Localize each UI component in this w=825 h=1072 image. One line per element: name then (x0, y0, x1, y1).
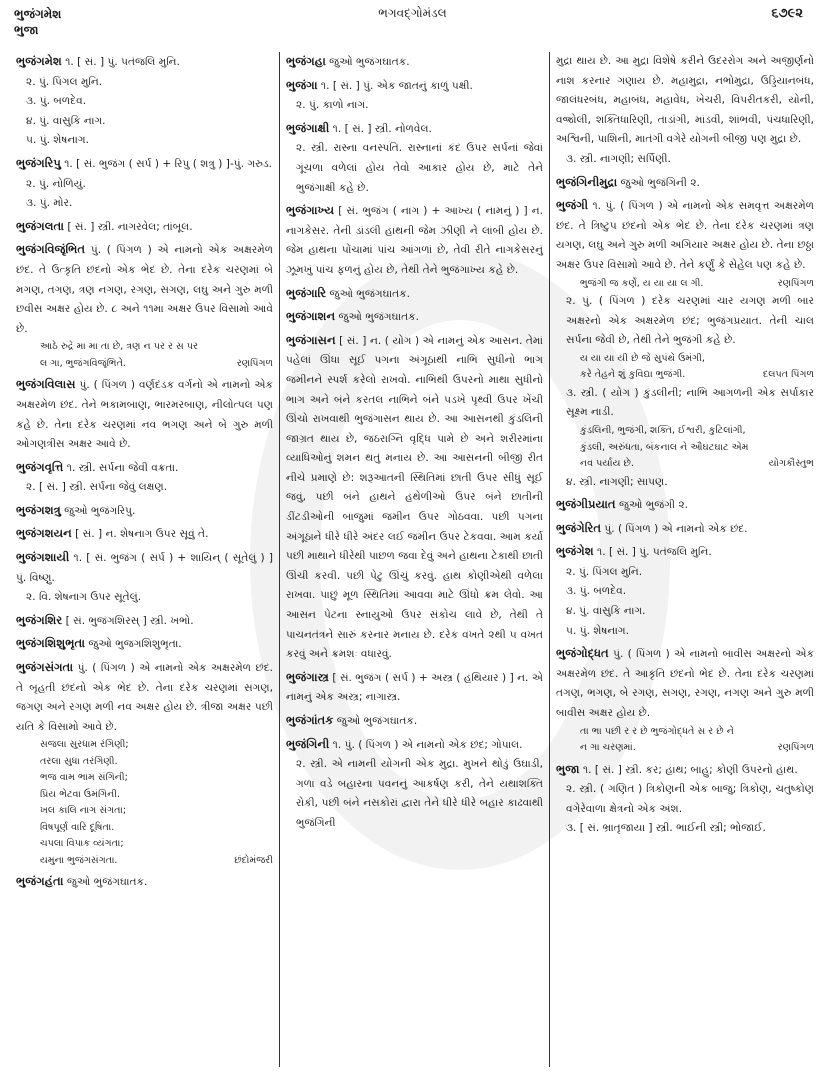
definition: ૧. [ સં. ભુજંગ ( સર્પ ) + શાયિન્ ( સૂતેલું ) ] પું. વિષ્ણુ. (16, 552, 273, 584)
definition: જુઓ ભુજંગઘાતક. (329, 287, 411, 300)
entry-main (16, 634, 273, 655)
entry-main (16, 872, 273, 893)
dictionary-entry (286, 735, 543, 834)
definition: [ સં. ] સ્ત્રી. નાગરવેલ; તાંબૂલ. (67, 220, 193, 233)
column-2 (280, 52, 550, 1067)
sense: ૪. પું. વાસુકિ નાગ. (566, 605, 646, 618)
entry-main (16, 52, 273, 73)
headword: ભુજંગશત્રુ (16, 502, 61, 517)
entry-main (16, 658, 273, 737)
definition: ૧. પું. ( પિંગળ ) એ નામનો એક છંદ; ગોપાલ. (332, 738, 523, 751)
sense: ૩. [ સં. ભ્રાતૃજાયા ] સ્ત્રી. ભાઈની સ્ત્રી; ભોજાઈ. (566, 822, 766, 835)
dictionary-entry (286, 711, 543, 732)
entry-main (16, 458, 273, 479)
citation-source: રણપિંગળ (236, 357, 273, 369)
verse-line (16, 339, 273, 356)
verse-text: ભુજંગી જ કર્ણે, ય યા યા લ ગી. (580, 277, 704, 289)
headword: ભુજંગશિશુભૃતા (16, 636, 86, 651)
definition: પું. ( પિંગળ ) એ નામનો એક અક્ષરમેળ છંદ. તે બૃહતી છંદનો એક ભેદ છે. તેના દરેક ચરણમાં સગણ, જગણ અને રગણ મળી નવ અક્ષર હોય છે. ત્રીજા અક્ષર પછી યતિ કે વિસામો આવે છે. (16, 662, 273, 733)
definition: ૧. [ સં. ] સ્ત્રી. નોળવેલ. (332, 122, 432, 135)
entry-main (556, 196, 814, 275)
verse-text: કરે તેહને શું કુવિદ્યા ભુજંગી. (580, 369, 686, 381)
dictionary-entry (556, 644, 814, 756)
citation-source: યોગકૌસ્તુભ (768, 458, 814, 469)
headword: ભુજંગીપ્રયાત (556, 497, 616, 512)
sense: ૪. પું. વાસુકિ નાગ. (26, 114, 106, 127)
dictionary-entry (16, 524, 273, 545)
verse-text: સજલા સુરધામ રંગિણી; (40, 739, 129, 751)
dictionary-entry (286, 52, 543, 73)
dictionary-entry (556, 542, 814, 641)
verse-line (16, 737, 273, 754)
definition: જુઓ ભુજંગરિપુ. (64, 504, 136, 517)
verse-line (556, 740, 814, 757)
headword: ભુજંગિની (286, 736, 330, 751)
dictionary-entry (286, 76, 543, 116)
entry-main (556, 542, 814, 563)
definition: ૧. [ સં. ] પું. પતંજલિ મુનિ. (597, 546, 712, 559)
verse-text: ભજ વામ ભામ સંગિની; (40, 772, 128, 784)
headword: ભુજંગી (556, 198, 589, 213)
verse-text: તરલા સુધા તરંગિણી. (40, 755, 118, 767)
headword: ભુજંગાશન (286, 309, 336, 324)
sense: ૨. પું. ( પિંગળ ) દરેક ચરણમાં ચાર યગણ મળી બાર અક્ષરનો એક અક્ષરમેળ છંદ; ભુજંગપ્રયાત. તેની ચાલ સર્પના જેવી છે, તેથી તેને ભુજંગી કહે છે. (566, 295, 814, 347)
dictionary-entry (16, 217, 273, 238)
entry-main (286, 668, 543, 708)
citation-source: રણપિંગળ (777, 277, 814, 289)
sense: ૨. પું. કાળો નાગ. (296, 99, 369, 112)
definition: [ સં. ભુજંગ ( નાગ ) + આખ્ય ( નામનું ) ] ન. નાગકેસર. તેની ડાંડલી હાથની જેમ ઝીણી ને લાંબી હોય છે. જેમ હાથના પોંચામાં પાંચ આંગળાં છે, તેવી રીતે નાગકેસરનું ઝૂમખું પાંચ ફળનું હોય છે, તેથી તેને ભુજંગાખ્ય કહે છે. (286, 205, 543, 276)
sense: ૨. વિ. શેષનાગ ઉપર સૂતેલું. (26, 591, 142, 604)
verse-line (16, 820, 273, 837)
sense: ૫. પું. શેષનાગ. (566, 624, 629, 637)
verse-line (556, 724, 814, 741)
headword: ભુજંગાક્ષી (286, 120, 330, 135)
sense: ૨. સ્ત્રી. એ નામની યોગની એક મુદ્રા. મુખને થોડું ઉઘાડી, ગળા વડે બહારના પવનનું આકર્ષણ કરી, તેને યથાશક્તિ રોકી, પછી બંને નસકોરાં દ્વારા તેને ધીરે ધીરે બહાર કાઢવાથી ભુજંગિની (296, 758, 543, 829)
verse-line (556, 276, 814, 293)
entry-main (286, 76, 543, 97)
verse-text: ન ગા ચરણમાં. (580, 742, 636, 754)
headword: ભુજંગેરિત (556, 520, 602, 535)
dictionary-entry (16, 634, 273, 655)
verse-line (16, 770, 273, 787)
headword: ભુજંગશિર (16, 612, 63, 627)
sense: ૨. પું. પિંગલ મુનિ. (566, 565, 643, 578)
headword: ભુજંગશયન (16, 526, 72, 541)
entry-main (16, 501, 273, 522)
definition: ૧. [ સં. ] પું. પતંજલિ મુનિ. (65, 56, 180, 68)
dictionary-entry (16, 872, 273, 893)
definition: ૧. સ્ત્રી. સર્પના જેવી વક્રતા. (66, 461, 179, 474)
headword: ભુજંગેશ (556, 544, 594, 559)
entry-main (286, 201, 543, 280)
headword: ભુજંગાખ્ય (286, 203, 335, 218)
definition: જુઓ ભુજંગઘાતક. (336, 715, 418, 727)
definition: [ સં. ] ન. ( યોગ ) એ નામનું એક આસન. તેમાં પહેલાં ઊંધા સૂઈ પગના અંગૂઠાથી નાભિ સુધીનો ભાગ જમીનને સ્પર્શ કરેલો રાખવો. નાભિથી ઉપરનો માથા સુધીનો ભાગ અને બંને કરતલ નાભિને બંને પડખે પૃથ્વી ઉપર ખેંચી ઊંચો રાખવાથી ભુજંગાસન થાય છે. આ આસનથી કુંડલિની જાગ્રત થાય છે, જઠરાગ્નિ વૃદ્ધિ પામે છે અને શરીરમાંના વ્યાધિઓનું શમન થતું મનાય છે. આ આસનની બીજી રીત નીચે પ્રમાણે છે: શરૂઆતની સ્થિતિમાં છાતી ઉપર સીધું સૂઈ જવું, પછી બંને હાથને હથેળીઓ ઉપર બંને છાતીની ડીંટડીઓની બાજુમાં જમીન ઉપર ગોઠવવા. પછી પગના અંગૂઠાને ધીરે ધીરે અંદર લઈ જમીન ઉપર ટેકવવા. આમ કર્યા પછી માથાને ધીરેથી પાછળ જવા દેવું અને હાથના ટેકાથી છાતી ઊંચી કરવી. પછી પેટુ ઊંચું કરવું. હાથ કોણીએથી વળેલા રાખવા. પાછું મૂળ સ્થિતિમાં આવવા માટે ઊંધો ક્રમ લેવો. આ આસન પેટના સ્નાયુઓ ઉપર સંકોચ લાવે છે, તેથી તે પાચનતંત્રને સારું કરનાર મનાય છે. દરેક વખતે ૨થી ૫ વખત કરવું અને ક્રમશઃ વધારવું. (286, 334, 543, 661)
verse-text: ખલ કાલિ નાગ સંગતા; (40, 805, 127, 817)
definition: ૧. પું. ( પિંગળ ) એ નામનો એક સમવૃત્ત અક્ષરમેળ છંદ. તે ત્રિષ્ટુપ છંદનો એક ભેદ છે. તેના દરેક ચરણમાં ત્રણ યગણ, લઘુ અને ગુરુ મળી અગિયાર અક્ષર હોય છે. તેના છઠ્ઠા અક્ષર ઉપર વિસામો આવે છે. તેને કર્ણું કે સેહેલ પણ કહે છે. (556, 200, 814, 271)
dictionary-entry (286, 307, 543, 328)
entry-main (286, 284, 543, 305)
verse-line (556, 367, 814, 384)
column-1 (10, 52, 280, 1067)
sense: ૩. સ્ત્રી. નાગણી; સર્પિણી. (566, 152, 671, 165)
headword: ભુજંગહા (286, 54, 326, 68)
dictionary-entry (556, 52, 814, 170)
verse-text: ય યા યા યી છે જે સુપંથે ઉમંગી, (580, 352, 705, 364)
verse-line (16, 836, 273, 853)
dictionary-entry (16, 240, 273, 372)
verse-text: આઠે રુદ્રે મા મા તા છે, ત્રણ ન પર ર સ પર (40, 341, 198, 353)
definition: પું. ( પિંગળ ) એ નામનો એક અક્ષરમેળ છંદ. તે ઉત્કૃતિ છંદનો એક ભેદ છે. તેના દરેક ચરણમાં બે મગણ, તગણ, ત્રણ નગણ, રગણ, સગણ, લઘુ અને ગુરુ મળી છવીસ અક્ષર હોય છે. ૮ અને ૧૧મા અક્ષર ઉપર વિસામો આવે છે. (16, 244, 273, 335)
verse-text: વિષપૂર્ણ વારિ દૂષિતા. (40, 821, 115, 833)
verse-text: તા ભા પછી ર ર છે ભુજંગોદ્ધતે સ ર છે ને (580, 725, 734, 737)
entry-main (556, 495, 814, 516)
sense: ૨. સ્ત્રી. રાસ્ના વનસ્પતિ. રાસ્નાનાં કંદ ઉપર સર્પનાં જેવાં ગૂંચળા વળેલાં હોય તેવો આકાર હોય છે, માટે તેને ભુજંગાક્ષી કહે છે. (296, 142, 543, 194)
dictionary-entry (16, 658, 273, 869)
definition: ૧. [ સં. ભુજંગ ( સર્પ ) + રિપુ ( શત્રુ ) ]-પું. ગરુડ. (64, 157, 273, 170)
dictionary-entry (286, 668, 543, 708)
entry-main (286, 52, 543, 73)
verse-text: લ ગા, ભુજંગવિજૃંભિતે. (40, 357, 126, 369)
dictionary-entry (16, 611, 273, 632)
entry-main (556, 644, 814, 723)
headword: ભુજંગા (286, 77, 318, 92)
definition: [ સં. ભુજંગ ( સર્પ ) + અસ્ત્ર ( હથિયાર ) ] ન. એ નામનું એક અસ્ત્ર; નાગાસ્ત્ર. (286, 671, 543, 704)
verse-line (556, 456, 814, 473)
entry-main (16, 611, 273, 632)
verse-line (556, 440, 814, 457)
entry-main (16, 548, 273, 588)
definition: જુઓ ભુજંગઘાતક. (338, 311, 419, 324)
definition: ૧. [ સં. ] પું. એક જાતનું કાળું પક્ષી. (320, 79, 473, 92)
headword: ભુજંગવિલાસ (16, 377, 76, 392)
entry-main (16, 217, 273, 238)
dictionary-entry (556, 760, 814, 839)
dictionary-entry (556, 495, 814, 516)
headword: ભુજંગવૃત્તિ (16, 459, 64, 474)
entry-main (286, 711, 543, 732)
sense: ૪. સ્ત્રી. નાગણી; સાપણ. (566, 475, 668, 488)
verse-text: યમુના ભુજંગસંગતા. (40, 854, 118, 866)
verse-text: કુંડલિની, ભુજંગી, શક્તિ, ઈશ્વરી, કુટિલાંગી, (580, 425, 746, 436)
definition: ૧. [ સં. ] સ્ત્રી. કર; હાથ; બાહુ; કોણી ઉપરનો હાથ. (582, 763, 798, 776)
verse-text: ચપલા વિપાક વ્યંગતા; (40, 838, 124, 850)
dictionary-title: ભગવદ્ગોમંડલ (378, 6, 447, 20)
page-number: ૬૭૯૨ (771, 6, 803, 21)
sense: ૩. પું. બળદેવ. (566, 585, 627, 598)
definition: પું. ( પિંગળ ) એ નામનો બાવીસ અક્ષરનો એક અક્ષરમેળ છંદ. તે આકૃતિ છંદનો ભેદ છે. તેના દરેક ચરણમાં તગણ, ભગણ, બે રગણ, સગણ, રગણ, નગણ અને ગુરુ મળી બાવીસ અક્ષર હોય છે. (556, 648, 814, 720)
entry-main (556, 173, 814, 194)
dictionary-entry (286, 119, 543, 198)
dictionary-entry (16, 154, 273, 214)
dictionary-entry (556, 519, 814, 540)
verse-text: નવ પર્યાય છે. (580, 458, 634, 469)
definition: [ સં. ભુજંગશિરસ્ ] સ્ત્રી. ખભો. (65, 614, 194, 627)
dictionary-entry (16, 52, 273, 151)
dictionary-entry (556, 196, 814, 492)
headword: ભુજંગિનીમુદ્રા (556, 174, 618, 189)
entry-main (556, 52, 814, 150)
definition: [ સં. ] ન. શેષનાગ ઉપર સૂવું તે. (75, 528, 209, 541)
sense: ૨. સ્ત્રી. ( ગણિત ) ત્રિકોણની એક બાજુ; ત્રિકોણ, ચતુષ્કોણ વગેરેવાળા ક્ષેત્રનો એક અંશ. (566, 783, 814, 815)
headword: ભુજંગાંતક (286, 713, 334, 727)
definition: પું. ( પિંગળ ) એ નામનો એક છંદ. (604, 522, 748, 535)
dictionary-entry (16, 501, 273, 522)
verse-text: કુંડલી, અરુંધતા, બંકનાલ ને ઔઘટઘાટ એમ (580, 441, 749, 453)
definition: જુઓ ભુજંગઘાતક. (66, 876, 148, 889)
definition: જુઓ ભુજંગી ૨. (618, 499, 689, 512)
entry-main (16, 375, 273, 454)
definition: મુદ્રા થાય છે. આ મુદ્રા વિશેષે કરીને ઉદરરોગ અને અજીર્ણનો નાશ કરનાર ગણાય છે. મહામુદ્રા, નભોમુદ્રા, ઉડ્ડિયાનબંધ, જાલંધરબંધ, મહાબંધ, મહાવેધ, ખેચરી, વિપરીતકરી, યોની, વજ્રોલી, શક્તિધારિણી, તાડાંગી, માંડવી, શાંભવી, પંચધારિણી, અશ્વિની, પાશિની, માતંગી વગેરે યોગની બીજી પણ મુદ્રા છે. (556, 55, 814, 146)
headword: ભુજંગોદ્ધત (556, 646, 609, 661)
definition: પું. ( પિંગળ ) વર્ણદંડક વર્ગનો એ નામનો એક અક્ષરમેળ છંદ. તેને ભકામબાણ, ભારમરબાણ, નીલોત્પલ પણ કહે છે. તેના દરેક ચરણમાં નવ ભગણ અને બે ગુરુ મળી ઓગણત્રીસ અક્ષર આવે છે. (16, 379, 273, 451)
sense: ૨. પું. નોળિયું. (26, 177, 86, 190)
entry-main (286, 119, 543, 140)
dictionary-entry (16, 375, 273, 454)
verse-line (16, 803, 273, 820)
entry-main (16, 240, 273, 339)
verse-line (16, 787, 273, 804)
citation-source: રણપિંગળ (777, 742, 814, 754)
headword: ભુજંગવિજૃંભિત (16, 242, 86, 257)
citation-source: દલપત પિંગળ (762, 369, 814, 381)
headword: ભુજંગમેશ (16, 54, 62, 68)
sense: ૩. પું. બળદેવ. (26, 95, 87, 108)
verse-line (16, 356, 273, 373)
entry-main (286, 331, 543, 665)
verse-line (16, 853, 273, 870)
page-header (0, 0, 825, 50)
entry-main (286, 735, 543, 756)
headword: ભુજંગરિપુ (16, 155, 61, 170)
citation-source: છંદોમંજરી (234, 854, 273, 866)
dictionary-entry (16, 458, 273, 498)
dictionary-entry (286, 201, 543, 280)
guide-word-first: ભુજંગમેશ (14, 7, 62, 21)
headword: ભુજંગાસન (286, 332, 336, 347)
verse-line (16, 754, 273, 771)
dictionary-entry (286, 331, 543, 665)
verse-line (556, 423, 814, 440)
sense: ૩. પું. મોર. (26, 197, 73, 210)
entry-main (16, 154, 273, 175)
sense: ૩. સ્ત્રી. ( યોગ ) કુંડલીની; નાભિ આગળની એક સર્પાકાર સૂક્ષ્મ નાડી. (566, 386, 814, 419)
definition: જુઓ ભુજગશિશુભૃતા. (88, 638, 182, 651)
verse-line (556, 351, 814, 368)
headword: ભુજા (556, 761, 580, 776)
headword: ભુજંગારિ (286, 285, 327, 300)
entry-main (556, 760, 814, 781)
dictionary-entry (556, 173, 814, 194)
dictionary-entry (16, 548, 273, 608)
sense: ૫. પું. શેષનાગ. (26, 134, 89, 147)
headword: ભુજંગાસ્ત્ર (286, 669, 329, 684)
definition: જુઓ ભુજંગિની ૨. (620, 176, 700, 189)
guide-word-last: ભુજા (14, 23, 39, 37)
dictionary-entry (286, 284, 543, 305)
sense: ૨. પું. પિંગલ મુનિ. (26, 75, 103, 88)
entry-main (556, 519, 814, 540)
column-3 (550, 52, 820, 1067)
sense: ૨. [ સં. ] સ્ત્રી. સર્પના જેવું લક્ષણ. (26, 481, 168, 494)
headword: ભુજંગહંતા (16, 874, 64, 889)
headword: ભુજંગલતા (16, 218, 64, 233)
definition: જુઓ ભુજંગઘાતક. (329, 56, 410, 68)
headword: ભુજંગસંગતા (16, 660, 74, 675)
entry-main (16, 524, 273, 545)
page-columns (10, 52, 820, 1067)
verse-text: પ્રિય ભેટવા ઉમંગિની. (40, 788, 121, 800)
entry-main (286, 307, 543, 328)
headword: ભુજંગશાયી (16, 550, 70, 565)
